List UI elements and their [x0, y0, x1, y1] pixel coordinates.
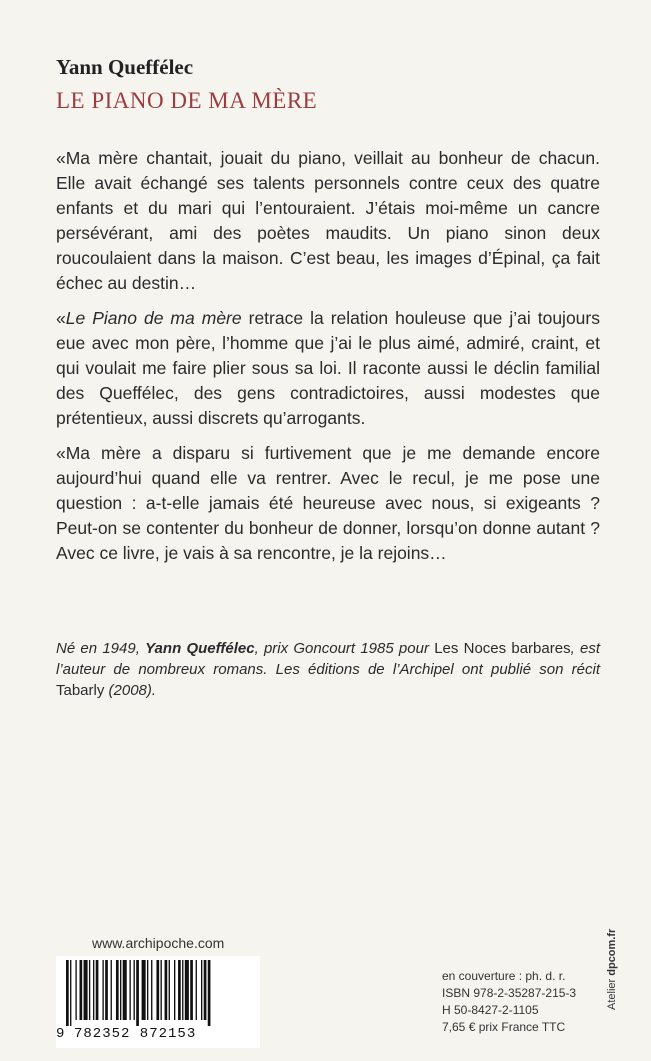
barcode-bar	[123, 960, 127, 1020]
barcode-bar	[93, 960, 94, 1020]
barcode-bar	[208, 960, 211, 1026]
bio-part: (2008).	[104, 682, 157, 699]
barcode-bar	[165, 960, 168, 1020]
blurb	[56, 146, 600, 576]
barcode-first-digit: 9	[56, 1026, 66, 1042]
barcode-bar	[196, 960, 197, 1020]
barcode-bar	[147, 960, 148, 1020]
barcode-bar	[75, 960, 76, 1020]
barcode-bar	[134, 960, 135, 1020]
barcode-bar	[136, 960, 139, 1026]
barcode-number: 782352 872153	[74, 1026, 197, 1042]
product-code: H 50-8427-2-1105	[442, 1003, 539, 1017]
barcode-bar	[129, 960, 130, 1020]
atelier-credit	[606, 929, 618, 1010]
bio-part: , prix Goncourt 1985 pour	[254, 640, 435, 657]
cover-credit: en couverture : ph. d. r.	[442, 969, 566, 983]
blurb-paragraph-2	[56, 306, 600, 431]
barcode-bar	[190, 960, 193, 1020]
blurb-paragraph-2-text: retrace la relation houleuse que j’ai toujours eue avec mon père, l’homme que j’ai le plus aimé, admiré, craint, et qui voulait me faire plier sous sa loi. Il raconte aussi le déclin familial des Queffélec, des gens contradictoires, aussi modestes que prétentieux, aussi discrets qu’arrogants.	[56, 308, 600, 428]
barcode-bar	[96, 960, 99, 1020]
barcode-bar	[105, 960, 108, 1020]
price: 7,65 € prix France TTC	[442, 1020, 566, 1034]
barcode-bar	[151, 960, 152, 1020]
publisher-website[interactable]: www.archipoche.com	[92, 935, 225, 951]
author-bio	[56, 638, 600, 701]
barcode-bar	[169, 960, 170, 1020]
book-title: LE PIANO DE MA MÈRE	[56, 88, 318, 113]
atelier-prefix: Atelier	[606, 975, 618, 1010]
barcode-bar	[66, 960, 69, 1026]
credits-block	[442, 968, 576, 1036]
book-title-inline: Le Piano de ma mère	[65, 308, 242, 328]
barcode-bar	[201, 960, 202, 1020]
blurb-paragraph-3: «Ma mère a disparu si furtivement que je me demande encore aujourd’hui quand elle va rentrer. Avec le recul, je me pose une question : a-t-elle jamais été heureuse avec nous, si exigeants ? Peut-on se contenter du bonheur de donner, lorsqu’on donne autant ? Avec ce livre, je vais à sa rencontre, je la rejoins…	[56, 443, 600, 563]
barcode-bar	[204, 960, 207, 1020]
barcode-bar	[178, 960, 181, 1020]
barcode-bars	[66, 960, 250, 1026]
isbn-number: ISBN 978-2-35287-215-3	[442, 986, 577, 1000]
barcode-bar	[111, 960, 112, 1020]
barcode-bar	[142, 960, 146, 1020]
quote-mark: «	[56, 308, 66, 328]
bio-author-name: Yann Queffélec	[145, 640, 255, 657]
barcode-bar	[89, 960, 90, 1020]
barcode-bar	[174, 960, 175, 1020]
blurb-paragraph-1: «Ma mère chantait, jouait du piano, veillait au bonheur de chacun. Elle avait échangé ses talents personnels contre ceux des quatre enfants et du mari qui l’entouraient. J’étais moi-même un cancre persévérant, ami des poètes maudits. Un piano sinon deux roucoulaient dans la maison. C’est beau, les images d’Épinal, ça fait échec au destin…	[56, 148, 600, 293]
barcode-bar	[70, 960, 71, 1026]
bio-part: Né en 1949,	[56, 640, 146, 657]
barcode-bar	[182, 960, 183, 1020]
bio-part: , est l’auteur de nombreux romans. Les éditions de l’Archipel ont publié son récit	[56, 640, 600, 678]
barcode-bar	[185, 960, 189, 1020]
barcode-bar	[156, 960, 159, 1020]
barcode-bar	[102, 960, 103, 1020]
bio-book-title: Les Noces barbares	[434, 640, 571, 657]
barcode-bar	[80, 960, 83, 1020]
barcode-bar	[161, 960, 162, 1020]
book-author: Yann Queffélec	[56, 55, 194, 79]
isbn-barcode	[56, 956, 260, 1048]
barcode-bar	[116, 960, 119, 1020]
barcode-bar	[120, 960, 121, 1020]
bio-book-title: Tabarly	[56, 682, 105, 699]
atelier-brand: dpcom.fr	[606, 928, 618, 976]
barcode-bar	[84, 960, 88, 1020]
